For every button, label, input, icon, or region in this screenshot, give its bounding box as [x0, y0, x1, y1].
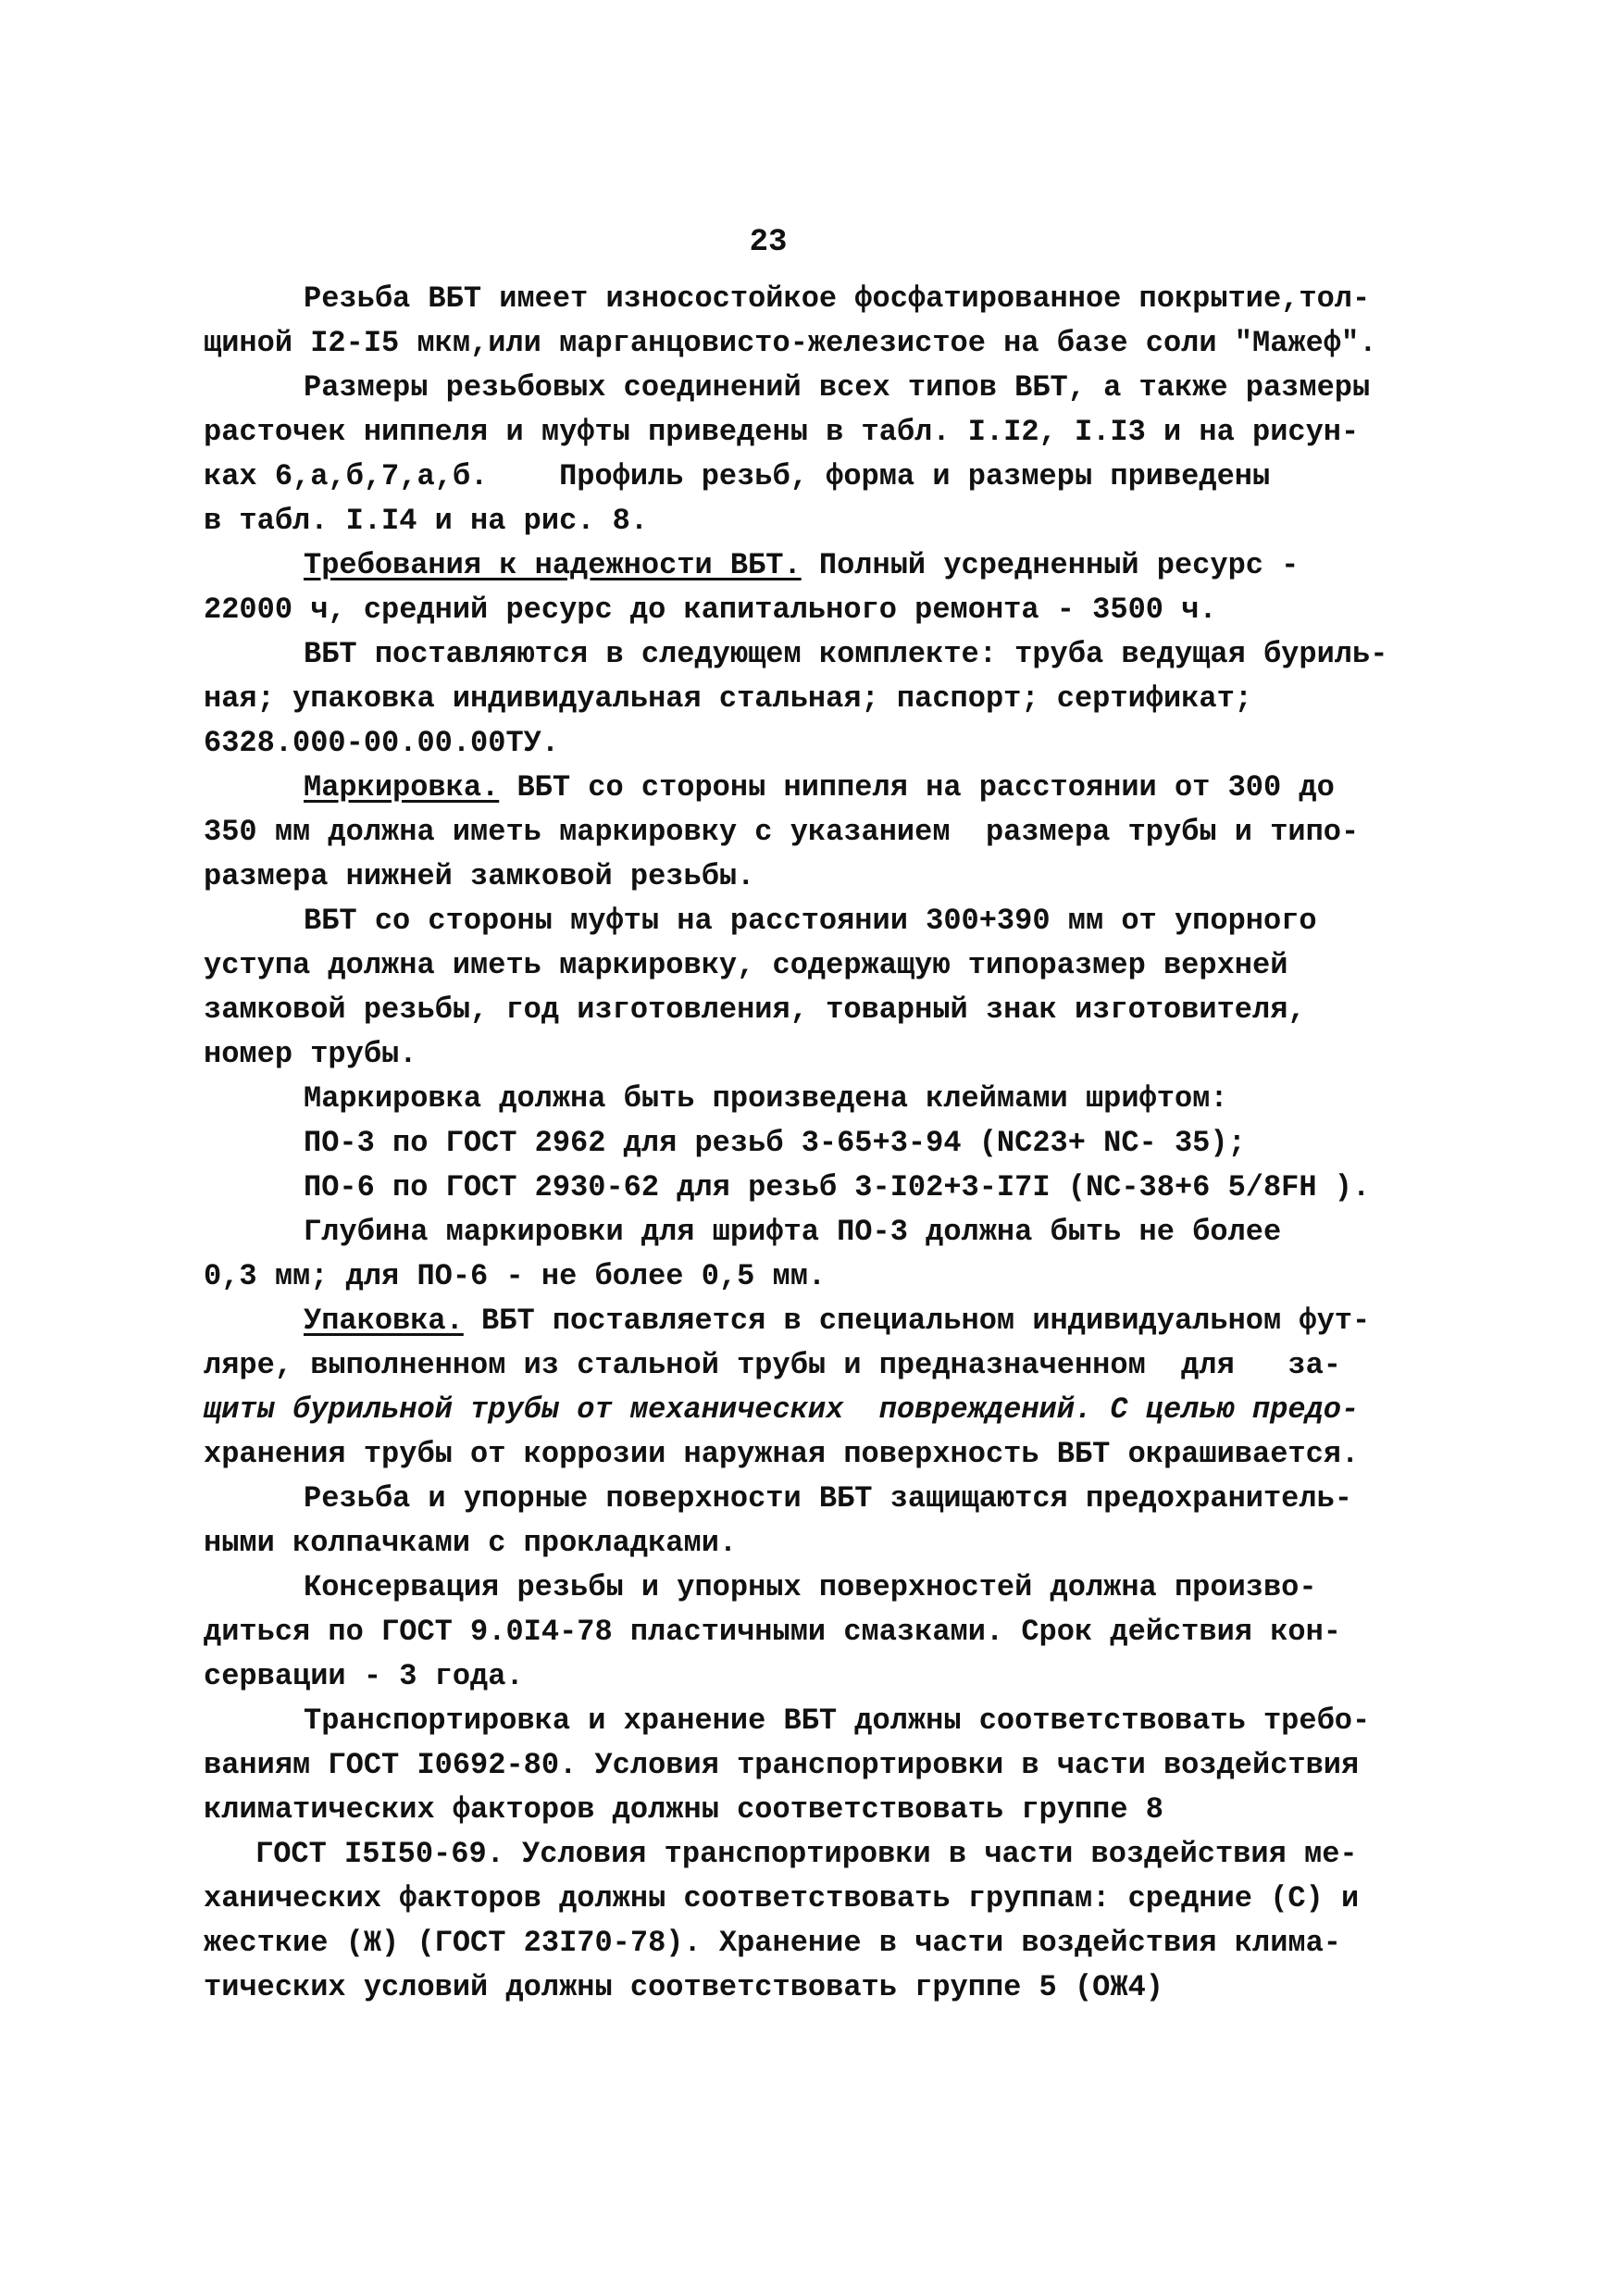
line-text: ВБТ со стороны муфты на расстоянии 300+390 мм от упорного: [304, 904, 1317, 938]
section-heading: Упаковка.: [304, 1304, 464, 1338]
text-line: [204, 1966, 1425, 2009]
section-heading: Требования к надежности ВБТ.: [304, 548, 802, 582]
line-text: хранения трубы от коррозии наружная поверхность ВБТ окрашивается.: [204, 1437, 1360, 1471]
text-line: [204, 1700, 1425, 1742]
line-text: тических условий должны соответствовать группе 5 (ОЖ4): [204, 1970, 1163, 2004]
line-text: ляре, выполненном из стальной трубы и предназначенном для за-: [204, 1348, 1341, 1382]
line-text: щиты бурильной трубы от механических повреждений. С целью предо-: [204, 1392, 1360, 1427]
line-text: Резьба и упорные поверхности ВБТ защищаются предохранитель-: [304, 1481, 1352, 1516]
line-text: Резьба ВБТ имеет износостойкое фосфатированное покрытие,тол-: [304, 281, 1371, 316]
text-line: [204, 811, 1425, 854]
text-line: [204, 1833, 1425, 1876]
text-line: [204, 455, 1425, 498]
text-line: [204, 1878, 1425, 1920]
text-line: [204, 767, 1425, 809]
section-heading: Маркировка.: [304, 770, 500, 805]
line-text: Транспортировка и хранение ВБТ должны соответствовать требо-: [304, 1703, 1371, 1738]
text-line: [204, 1211, 1425, 1254]
text-line: [204, 1122, 1425, 1165]
line-text: расточек ниппеля и муфты приведены в табл. I.I2, I.I3 и на рисун-: [204, 415, 1360, 449]
text-line: [204, 589, 1425, 631]
line-text: диться по ГОСТ 9.0I4-78 пластичными смазками. Срок действия кон-: [204, 1615, 1341, 1649]
line-text: номер трубы.: [204, 1037, 417, 1071]
text-line: [204, 1922, 1425, 1965]
line-text: ВБТ поставляется в специальном индивидуальном фут-: [463, 1304, 1371, 1338]
line-text: замковой резьбы, год изготовления, товарный знак изготовителя,: [204, 992, 1306, 1027]
line-text: ках 6,а,б,7,а,б. Профиль резьб, форма и размеры приведены: [204, 459, 1271, 493]
text-line: [204, 322, 1425, 365]
line-text: Полный усредненный ресурс -: [801, 548, 1300, 582]
text-line: [204, 411, 1425, 454]
text-line: [204, 722, 1425, 765]
text-line: [204, 1789, 1425, 1831]
text-line: [204, 855, 1425, 898]
text-line: [204, 1744, 1425, 1787]
text-line: [204, 1255, 1425, 1298]
text-line: [204, 678, 1425, 720]
line-text: 6328.000-00.00.00ТУ.: [204, 726, 560, 760]
page-number: 23: [749, 225, 788, 260]
text-line: [204, 944, 1425, 987]
line-text: Маркировка должна быть произведена клеймами шрифтом:: [304, 1081, 1228, 1116]
text-line: [204, 544, 1425, 587]
text-line: [204, 1389, 1425, 1431]
text-line: [204, 278, 1425, 320]
line-text: жесткие (Ж) (ГОСТ 23I70-78). Хранение в части воздействия клима-: [204, 1926, 1341, 1960]
text-line: [204, 1566, 1425, 1609]
line-text: ПО-3 по ГОСТ 2962 для резьб 3-65+3-94 (NC23+ NC- 35);: [304, 1126, 1246, 1160]
text-line: [204, 367, 1425, 409]
line-text: климатических факторов должны соответствовать группе 8: [204, 1792, 1163, 1827]
line-text: ВБТ поставляются в следующем комплекте: труба ведущая буриль-: [304, 637, 1388, 671]
line-text: ханических факторов должны соответствовать группам: средние (С) и: [204, 1881, 1360, 1915]
line-text: 22000 ч, средний ресурс до капитального ремонта - 3500 ч.: [204, 593, 1217, 627]
text-line: [204, 1167, 1425, 1209]
line-text: щиной I2-I5 мкм,или марганцовисто-железистое на базе соли "Мажеф".: [204, 326, 1377, 360]
line-text: Размеры резьбовых соединений всех типов ВБТ, а также размеры: [304, 370, 1371, 405]
text-line: [204, 1522, 1425, 1565]
text-line: [204, 1611, 1425, 1653]
line-text: ная; упаковка индивидуальная стальная; паспорт; сертификат;: [204, 681, 1252, 716]
text-line: [204, 1478, 1425, 1520]
line-text: ваниям ГОСТ I0692-80. Условия транспортировки в части воздействия: [204, 1748, 1360, 1782]
text-line: [204, 633, 1425, 676]
text-line: [204, 1300, 1425, 1342]
line-text: ГОСТ I5I50-69. Условия транспортировки в части воздействия ме-: [255, 1837, 1358, 1871]
text-line: [204, 1655, 1425, 1698]
line-text: сервации - 3 года.: [204, 1659, 524, 1693]
text-line: [204, 1078, 1425, 1120]
text-line: [204, 1433, 1425, 1476]
line-text: Глубина маркировки для шрифта ПО-3 должна быть не более: [304, 1215, 1282, 1249]
line-text: в табл. I.I4 и на рис. 8.: [204, 504, 649, 538]
line-text: размера нижней замковой резьбы.: [204, 859, 755, 893]
line-text: ПО-6 по ГОСТ 2930-62 для резьб 3-I02+3-I7I (NC-38+6 5/8FH ).: [304, 1170, 1371, 1204]
text-line: [204, 1033, 1425, 1076]
text-line: [204, 989, 1425, 1031]
line-text: ными колпачками с прокладками.: [204, 1526, 738, 1560]
text-line: [204, 500, 1425, 543]
line-text: ВБТ со стороны ниппеля на расстоянии от 300 до: [499, 770, 1335, 805]
text-line: [204, 1344, 1425, 1387]
text-line: [204, 900, 1425, 942]
line-text: 0,3 мм; для ПО-6 - не более 0,5 мм.: [204, 1259, 827, 1293]
line-text: 350 мм должна иметь маркировку с указанием размера трубы и типо-: [204, 815, 1360, 849]
line-text: Консервация резьбы и упорных поверхностей должна произво-: [304, 1570, 1317, 1604]
line-text: уступа должна иметь маркировку, содержащую типоразмер верхней: [204, 948, 1288, 982]
